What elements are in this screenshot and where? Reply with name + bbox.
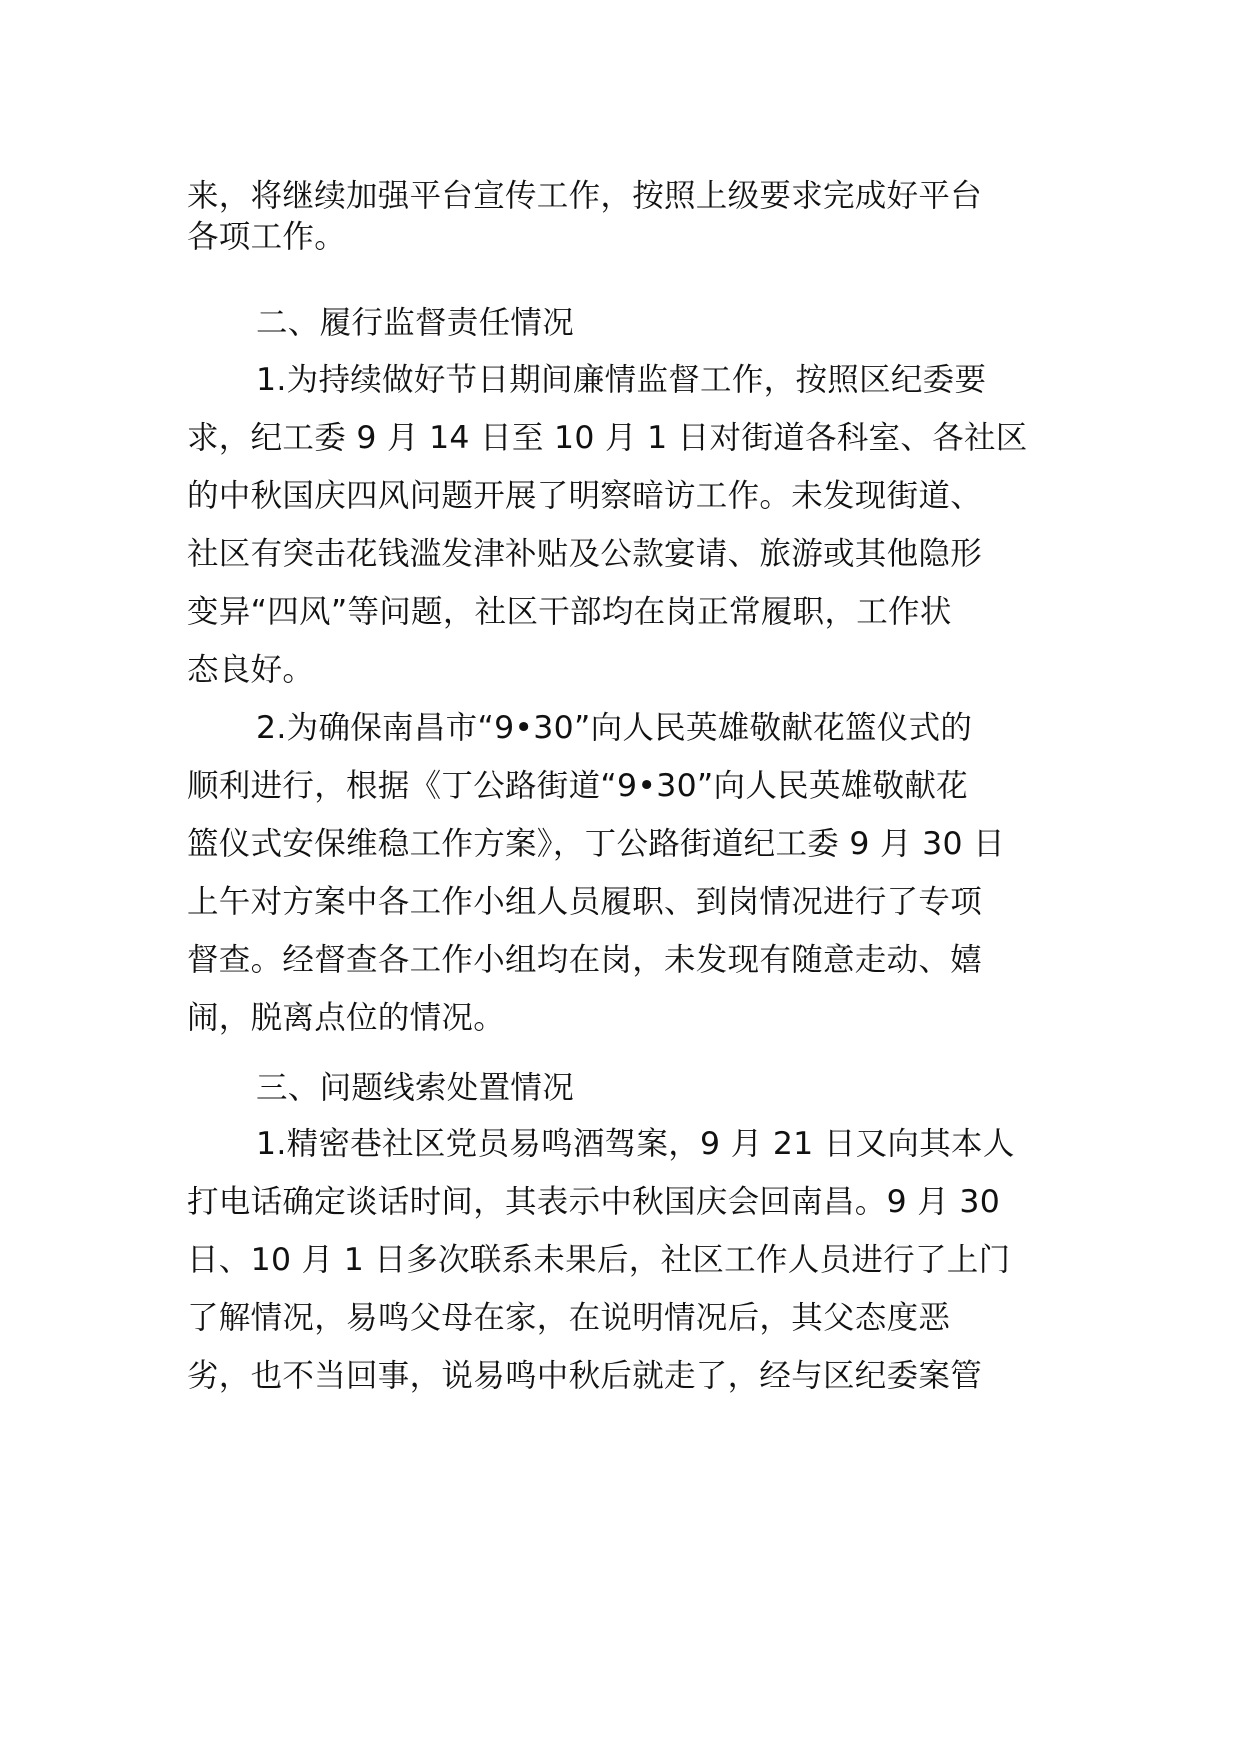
paragraph-line: 篮仪式安保维稳工作方案》，丁公路街道纪工委 9 月 30 日 [187, 826, 1005, 862]
paragraph-line: 打电话确定谈话时间，其表示中秋国庆会回南昌。9 月 30 [187, 1184, 1001, 1220]
paragraph-line: 督查。经督查各工作小组均在岗，未发现有随意走动、嬉 [187, 942, 983, 978]
paragraph-line: 了解情况，易鸣父母在家，在说明情况后，其父态度恶 [187, 1300, 951, 1336]
section-heading: 二、履行监督责任情况 [256, 305, 575, 341]
paragraph-line: 变异“四风”等问题，社区干部均在岗正常履职，工作状 [187, 594, 952, 630]
paragraph-line: 顺利进行，根据《丁公路街道“9•30”向人民英雄敬献花 [187, 768, 968, 804]
paragraph-line: 1.精密巷社区党员易鸣酒驾案，9 月 21 日又向其本人 [256, 1126, 1015, 1162]
paragraph-line: 1.为持续做好节日期间廉情监督工作，按照区纪委要 [256, 362, 987, 398]
paragraph-line: 社区有突击花钱滥发津补贴及公款宴请、旅游或其他隐形 [187, 536, 983, 572]
paragraph-line: 劣，也不当回事，说易鸣中秋后就走了，经与区纪委案管 [187, 1358, 983, 1394]
paragraph-line: 求，纪工委 9 月 14 日至 10 月 1 日对街道各科室、各社区 [187, 420, 1028, 456]
paragraph-line: 的中秋国庆四风问题开展了明察暗访工作。未发现街道、 [187, 478, 983, 514]
section-heading: 三、问题线索处置情况 [256, 1070, 575, 1106]
paragraph-line: 态良好。 [187, 652, 315, 688]
paragraph-line: 日、10 月 1 日多次联系未果后，社区工作人员进行了上门 [187, 1242, 1011, 1278]
paragraph-line: 来，将继续加强平台宣传工作，按照上级要求完成好平台 [187, 178, 983, 214]
paragraph-line: 上午对方案中各工作小组人员履职、到岗情况进行了专项 [187, 884, 983, 920]
paragraph-line: 闹，脱离点位的情况。 [187, 1000, 506, 1036]
paragraph-line: 各项工作。 [187, 219, 347, 255]
paragraph-line: 2.为确保南昌市“9•30”向人民英雄敬献花篮仪式的 [256, 710, 973, 746]
